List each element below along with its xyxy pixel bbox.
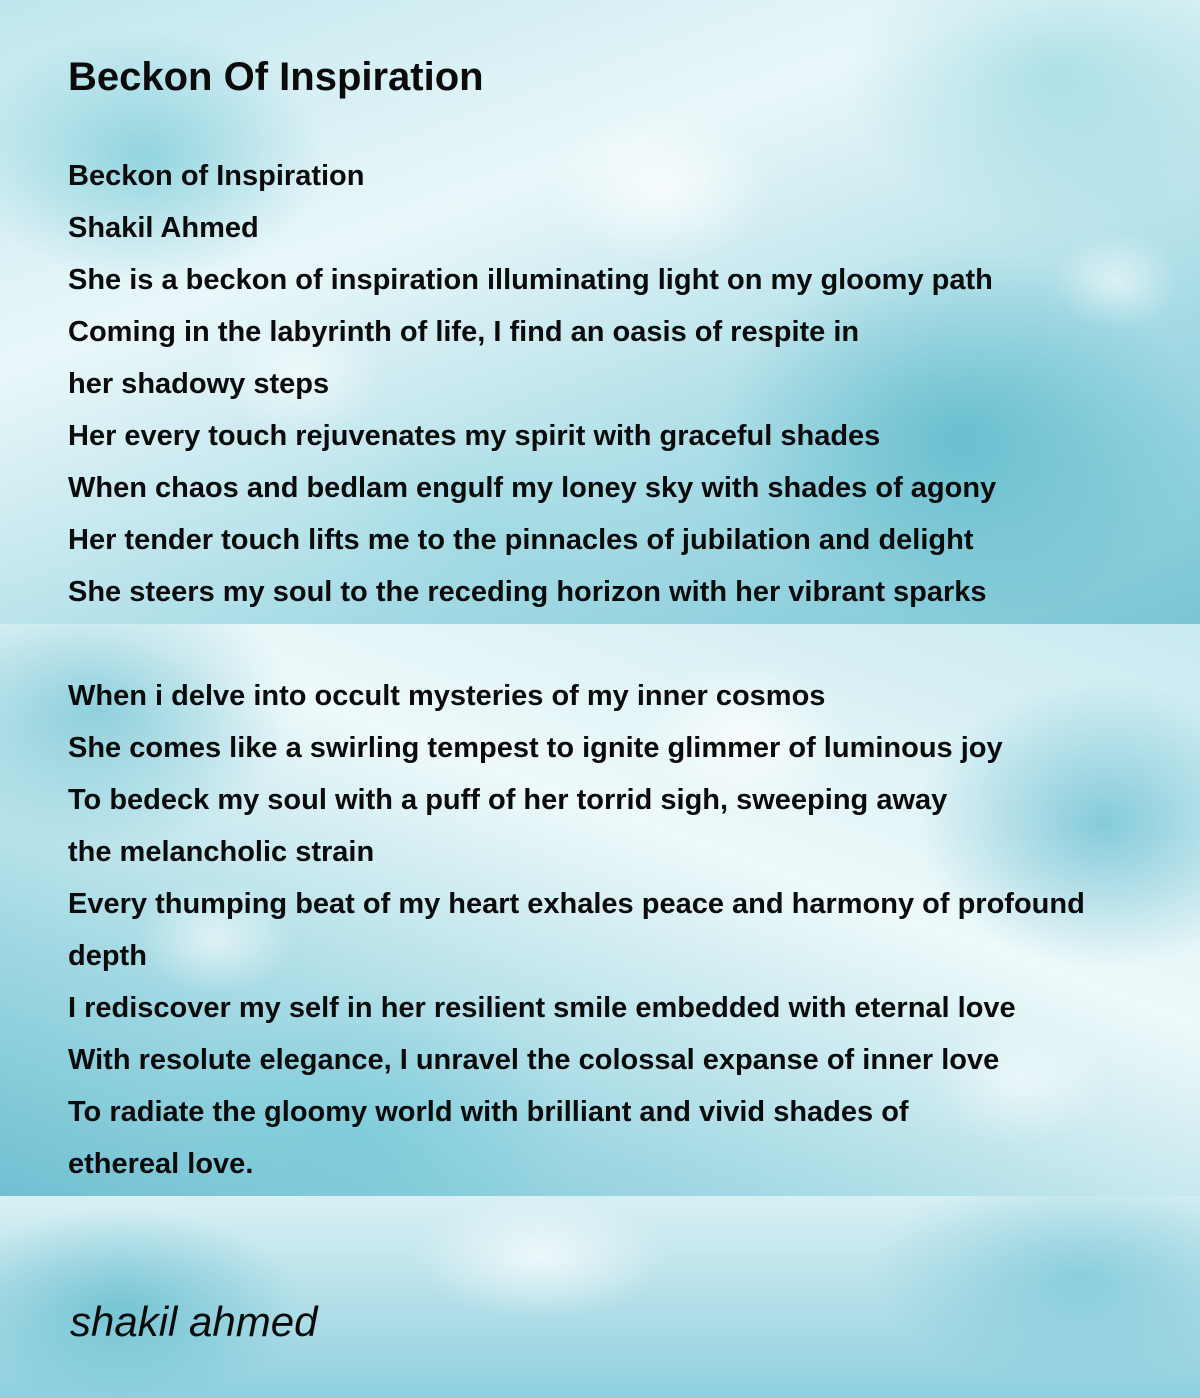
poem-line: Every thumping beat of my heart exhales peace and harmony of profound	[68, 888, 1085, 920]
poem-line: She is a beckon of inspiration illuminating light on my gloomy path	[68, 264, 993, 296]
poem-stanza-2	[68, 670, 1085, 1190]
poem-line: With resolute elegance, I unravel the colossal expanse of inner love	[68, 1044, 1000, 1076]
poem-line: She comes like a swirling tempest to ignite glimmer of luminous joy	[68, 732, 1003, 764]
poem-line: the melancholic strain	[68, 836, 375, 868]
poem-stanza-1	[68, 150, 996, 618]
author-signature: shakil ahmed	[70, 1298, 318, 1345]
poem-line: To radiate the gloomy world with brilliant and vivid shades of	[68, 1096, 909, 1128]
poem-title: Beckon Of Inspiration	[68, 55, 484, 99]
poem-line: ethereal love.	[68, 1148, 254, 1180]
poem-line: When chaos and bedlam engulf my loney sky with shades of agony	[68, 472, 997, 504]
poem-line: I rediscover my self in her resilient smile embedded with eternal love	[68, 992, 1016, 1024]
poem-line: depth	[68, 940, 147, 972]
poem-line: Her tender touch lifts me to the pinnacles of jubilation and delight	[68, 524, 974, 556]
poem-line: Beckon of Inspiration	[68, 160, 365, 192]
poem-line: Coming in the labyrinth of life, I find an oasis of respite in	[68, 316, 860, 348]
poem-line: Her every touch rejuvenates my spirit with graceful shades	[68, 420, 881, 452]
poem-line: When i delve into occult mysteries of my inner cosmos	[68, 680, 826, 712]
background-panel-bottom	[0, 1196, 1200, 1398]
poem-line: her shadowy steps	[68, 368, 330, 400]
poem-line: She steers my soul to the receding horizon with her vibrant sparks	[68, 576, 987, 608]
poem-line: Shakil Ahmed	[68, 212, 259, 244]
poem-line: To bedeck my soul with a puff of her torrid sigh, sweeping away	[68, 784, 948, 816]
